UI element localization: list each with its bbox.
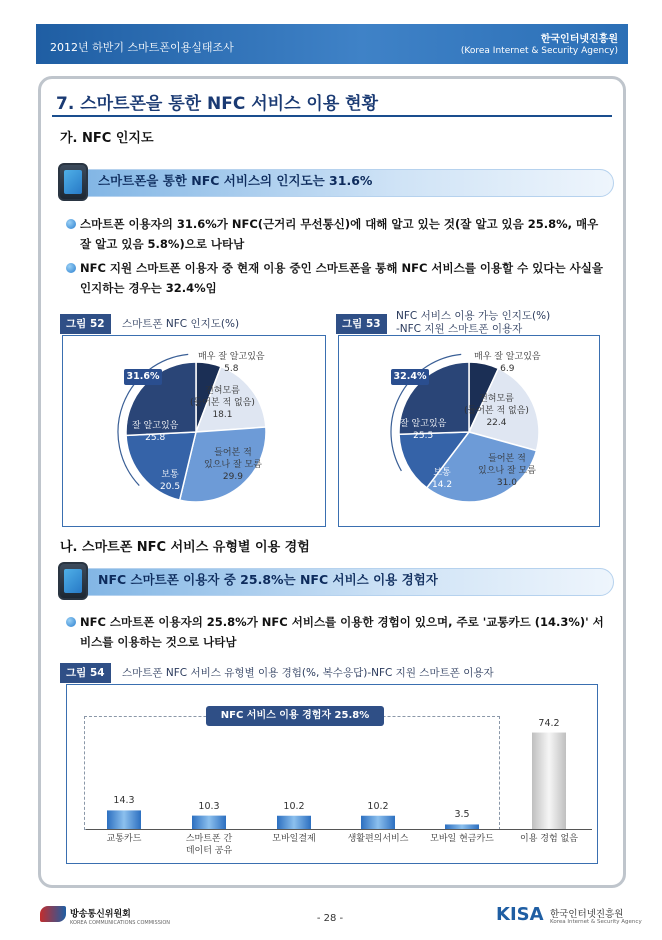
- title-divider: [52, 115, 612, 117]
- page-header: [36, 24, 628, 64]
- fig53-label-never: 전혀모름 (들어본 적 없음) 22.4: [464, 394, 529, 428]
- footer-kisa-logo: KISA 한국인터넷진흥원 Korea Internet & Security Agency: [496, 904, 642, 925]
- nfc-users-group-label: NFC 서비스 이용 경험자 25.8%: [206, 706, 384, 726]
- fig53-caption: NFC 서비스 이용 가능 인지도(%) -NFC 지원 스마트폰 이용자: [396, 310, 551, 335]
- fig52-label-heard: 들어본 적 있으나 잘 모름 29.9: [204, 448, 262, 482]
- banner-text: NFC 스마트폰 이용자 중 25.8%는 NFC 서비스 이용 경험자: [98, 572, 438, 587]
- bar-value-label: 3.5: [454, 809, 470, 821]
- bullet-text: NFC 지원 스마트폰 이용자 중 현재 이용 중인 스마트폰을 통해 NFC 서비스를 이용할 수 있다는 사실을 인지하는 경우는 32.4%임: [80, 261, 603, 295]
- banner-text: 스마트폰을 통한 NFC 서비스의 인지도는 31.6%: [98, 173, 373, 188]
- bar-value-label: 74.2: [538, 717, 560, 729]
- fig53-label-normal: 보통 14.2: [432, 468, 453, 490]
- x-axis: [86, 829, 592, 830]
- bullet-item: [80, 258, 610, 298]
- page-title: 7. 스마트폰을 통한 NFC 서비스 이용 현황: [56, 94, 379, 114]
- fig53-tag: 그림 53: [336, 314, 387, 334]
- report-title: 2012년 하반기 스마트폰이용실태조사: [50, 41, 234, 54]
- fig53-label-well: 잘 알고있음 25.5: [400, 419, 447, 441]
- fig52-caption: 스마트폰 NFC 인지도(%): [122, 318, 240, 330]
- bar-value-label: 14.3: [113, 795, 135, 807]
- fig52-label-normal: 보통 20.5: [160, 470, 181, 492]
- bullet-text: 스마트폰 이용자의 31.6%가 NFC(근거리 무선통신)에 대해 알고 있는 것(잘 알고 있음 25.8%, 매우 잘 알고 있음 5.8%)으로 나타남: [80, 217, 599, 251]
- fig53-label-very: 매우 잘 알고있음 6.9: [474, 352, 541, 374]
- section-b-banner: [58, 562, 614, 600]
- fig53-box: [338, 335, 600, 527]
- section-a-title: 가. NFC 인지도: [60, 131, 154, 146]
- footer-kcc-logo: 방송통신위원회 KOREA COMMUNICATIONS COMMISSION: [40, 906, 131, 922]
- kcc-logo-icon: [40, 906, 66, 922]
- bullet-text: NFC 스마트폰 이용자의 25.8%가 NFC 서비스를 이용한 경험이 있으며, 주로 '교통카드 (14.3%)' 서비스를 이용하는 것으로 나타남: [80, 615, 604, 649]
- fig54-caption: 스마트폰 NFC 서비스 유형별 이용 경험(%, 복수응답)-NFC 지원 스마트폰 이용자: [122, 667, 494, 679]
- bar-value-label: 10.2: [283, 800, 305, 812]
- bullet-icon: [66, 617, 76, 627]
- bullet-item: [80, 612, 610, 652]
- bar-category-label: 모바일 현금카드: [430, 834, 494, 844]
- fig52-pie-chart: [63, 336, 327, 528]
- org-name-kr: 한국인터넷진흥원: [540, 34, 618, 45]
- fig52-label-well: 잘 알고있음 25.8: [132, 421, 179, 443]
- fig53-pie-chart: [339, 336, 601, 528]
- fig52-tag: 그림 52: [60, 314, 111, 334]
- fig53-badge: 32.4%: [391, 369, 429, 385]
- smartphone-icon: [58, 163, 88, 201]
- page-number: - 28 -: [316, 913, 344, 924]
- fig52-box: [62, 335, 326, 527]
- bar-value-label: 10.2: [367, 800, 389, 812]
- fig54-tag: 그림 54: [60, 663, 111, 683]
- org-name-en: (Korea Internet & Security Agency): [460, 46, 618, 56]
- section-b-title: 나. 스마트폰 NFC 서비스 유형별 이용 경험: [60, 540, 310, 555]
- bar-value-label: 10.3: [198, 800, 220, 812]
- bar-category-label: 스마트폰 간 데이터 공유: [185, 834, 233, 856]
- bar-category-label: 교통카드: [106, 834, 142, 844]
- fig52-label-very: 매우 잘 알고있음 5.8: [198, 352, 265, 374]
- bullet-item: [80, 214, 610, 254]
- bar-category-label: 생활편의서비스: [347, 834, 409, 844]
- bullet-icon: [66, 219, 76, 229]
- fig53-label-heard: 들어본 적 있으나 잘 모름 31.0: [478, 454, 536, 488]
- smartphone-icon: [58, 562, 88, 600]
- bar-category-label: 모바일결제: [272, 834, 316, 844]
- bullet-icon: [66, 263, 76, 273]
- section-a-banner: [58, 163, 614, 201]
- bar-category-label: 이용 경험 없음: [520, 834, 578, 844]
- fig52-label-never: 전혀모름 (들어본 적 없음) 18.1: [190, 386, 255, 420]
- fig52-badge: 31.6%: [124, 369, 162, 385]
